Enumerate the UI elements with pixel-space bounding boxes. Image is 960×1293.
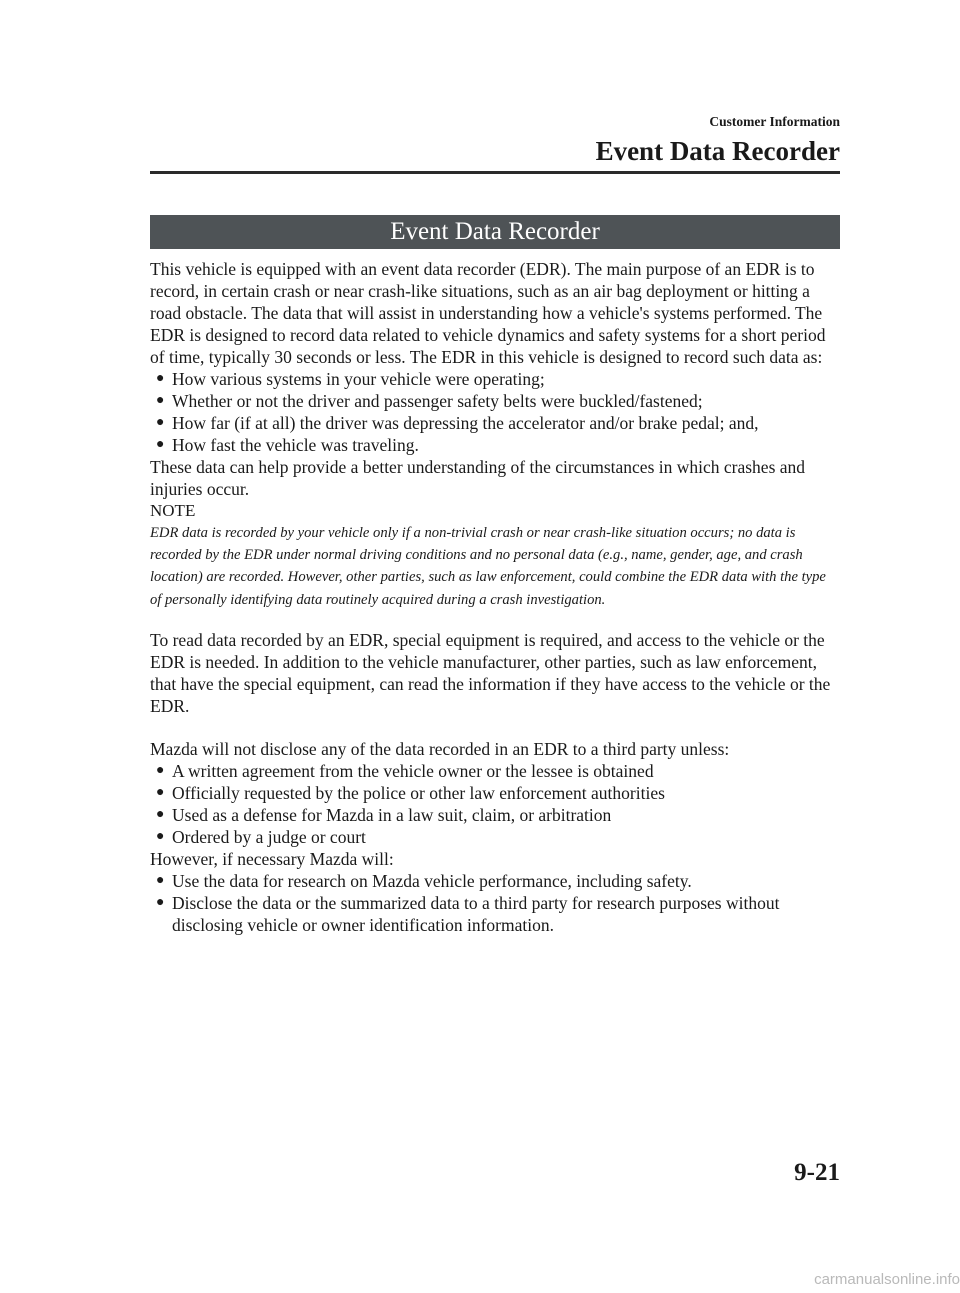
list-item: ● Used as a defense for Mazda in a law suit, claim, or arbitration [156, 804, 612, 825]
page-number: 9-21 [794, 1159, 840, 1186]
list-item: ● Ordered by a judge or court [156, 826, 366, 847]
bullet-icon: ● [156, 437, 165, 452]
bullet-icon: ● [156, 828, 165, 844]
header-section-name: Customer Information [709, 114, 840, 129]
bullet-icon: ● [156, 784, 165, 800]
intro-paragraph: This vehicle is equipped with an event data recorder (EDR). The main purpose of an EDR is to record, in certain crash or near crash-like situations, such as an air bag deployment or hitting a road obstacle. The data that will assist in understanding how a vehicle's systems performed. The EDR is designed to record data related to vehicle dynamics and safety systems for a short period of time, typically 30 seconds or less. The EDR in this vehicle is designed to record such data as: [150, 259, 826, 367]
list-item: ● How fast the vehicle was traveling. [156, 435, 419, 455]
mazda-actions-list [150, 870, 840, 936]
bullet-icon: ● [156, 806, 165, 822]
recorded-data-list [150, 368, 840, 456]
intro-closing-paragraph: These data can help provide a better understanding of the circumstances in which crashes and injuries occur. [150, 457, 806, 499]
disclosure-intro: Mazda will not disclose any of the data recorded in an EDR to a third party unless: [150, 738, 730, 759]
bullet-icon: ● [156, 393, 165, 408]
bullet-icon: ● [156, 371, 165, 386]
however-paragraph: However, if necessary Mazda will: [150, 848, 394, 869]
header-page-title: Event Data Recorder [595, 136, 840, 166]
list-item: ● Whether or not the driver and passenger safety belts were buckled/fastened; [156, 391, 703, 411]
bullet-icon: ● [156, 894, 165, 910]
section-banner: Event Data Recorder [150, 215, 840, 249]
list-item: ● A written agreement from the vehicle owner or the lessee is obtained [156, 760, 654, 781]
bullet-icon: ● [156, 415, 165, 430]
bullet-icon: ● [156, 762, 165, 778]
main-content [150, 258, 840, 936]
disclosure-conditions-list [150, 760, 840, 848]
list-item: ● Disclose the data or the summarized data to a third party for research purposes without disclosing vehicle or owner identification information. [156, 892, 780, 935]
list-item: ● Use the data for research on Mazda vehicle performance, including safety. [156, 870, 692, 891]
list-item: ● How various systems in your vehicle were operating; [156, 369, 545, 389]
header-divider [150, 171, 840, 174]
access-paragraph: To read data recorded by an EDR, special equipment is required, and access to the vehicle or the EDR is needed. In addition to the vehicle manufacturer, other parties, such as law enforcement, that have the special equipment, can read the information if they have access to the vehicle or the EDR. [150, 629, 831, 716]
list-item: ● Officially requested by the police or other law enforcement authorities [156, 782, 665, 803]
bullet-icon: ● [156, 872, 165, 888]
list-item: ● How far (if at all) the driver was depressing the accelerator and/or brake pedal; and, [156, 413, 759, 433]
watermark-text: carmanualsonline.info [814, 1271, 960, 1288]
note-label: NOTE [150, 501, 196, 520]
note-text: EDR data is recorded by your vehicle only if a non-trivial crash or near crash-like situation occurs; no data is recorded by the EDR under normal driving conditions and no personal data (e.g., name, gender, age, and crash location) are recorded. However, other parties, such as law enforcement, could combine the EDR data with the type of personally identifying data routinely acquired during a crash investigation. [150, 525, 826, 608]
page-header [150, 112, 840, 168]
